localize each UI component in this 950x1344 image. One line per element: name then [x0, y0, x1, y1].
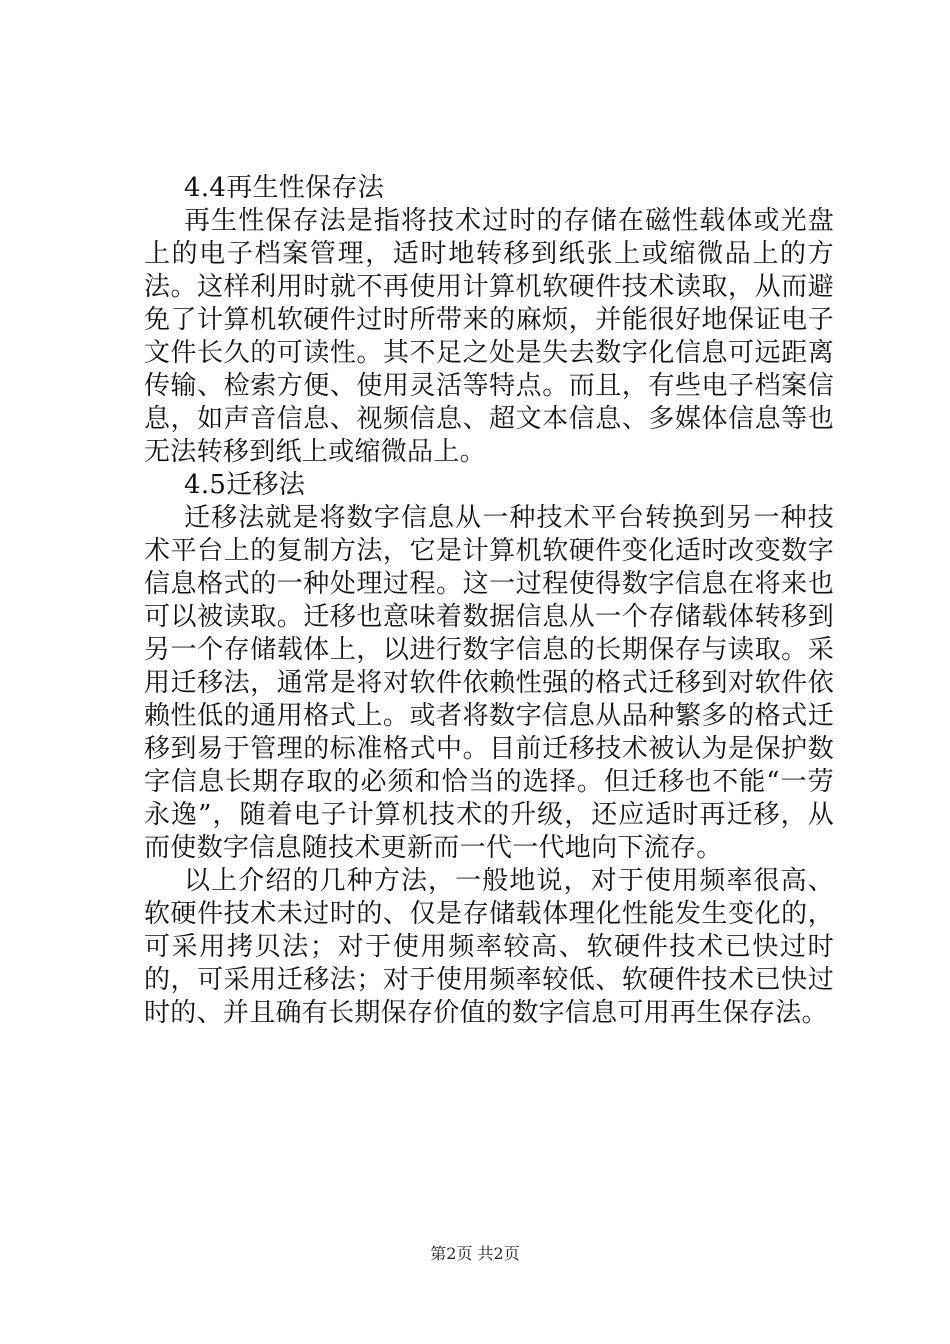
conclusion-paragraph: 以上介绍的几种方法，一般地说，对于使用频率很高、软硬件技术未过时的、仅是存储载体理化性能发生变化的，可采用拷贝法；对于使用频率较高、软硬件技术已快过时的，可采用迁移法；对于使用频率较低、软硬件技术已快过时的、并且确有长期保存价值的数字信息可用再生保存法。 [144, 866, 834, 1028]
page-footer [0, 1244, 950, 1264]
document-body [144, 172, 834, 1030]
section-heading-4-5: 4.5迁移法 [184, 470, 306, 500]
section-paragraph-4-4: 再生性保存法是指将技术过时的存储在磁性载体或光盘上的电子档案管理，适时地转移到纸张上或缩微品上的方法。这样利用时就不再使用计算机软硬件技术读取，从而避免了计算机软硬件过时所带来的麻烦，并能很好地保证电子文件长久的可读性。其不足之处是失去数字化信息可远距离传输、检索方便、使用灵活等特点。而且，有些电子档案信息，如声音信息、视频信息、超文本信息、多媒体信息等也无法转移到纸上或缩微品上。 [144, 206, 834, 467]
section-heading-4-4: 4.4再生性保存法 [184, 173, 385, 203]
page-number-label: 第2页 共2页 [430, 1244, 520, 1263]
section-paragraph-4-5: 迁移法就是将数字信息从一种技术平台转换到另一种技术平台上的复制方法，它是计算机软硬件变化适时改变数字信息格式的一种处理过程。这一过程使得数字信息在将来也可以被读取。迁移也意味着数据信息从一个存储载体转移到另一个存储载体上，以进行数字信息的长期保存与读取。采用迁移法，通常是将对软件依赖性强的格式迁移到对软件依赖性低的通用格式上。或者将数字信息从品种繁多的格式迁移到易于管理的标准格式中。目前迁移技术被认为是保护数字信息长期存取的必须和恰当的选择。但迁移也不能“一劳永逸”，随着电子计算机技术的升级，还应适时再迁移，从而使数字信息随技术更新而一代一代地向下流存。 [144, 503, 834, 863]
